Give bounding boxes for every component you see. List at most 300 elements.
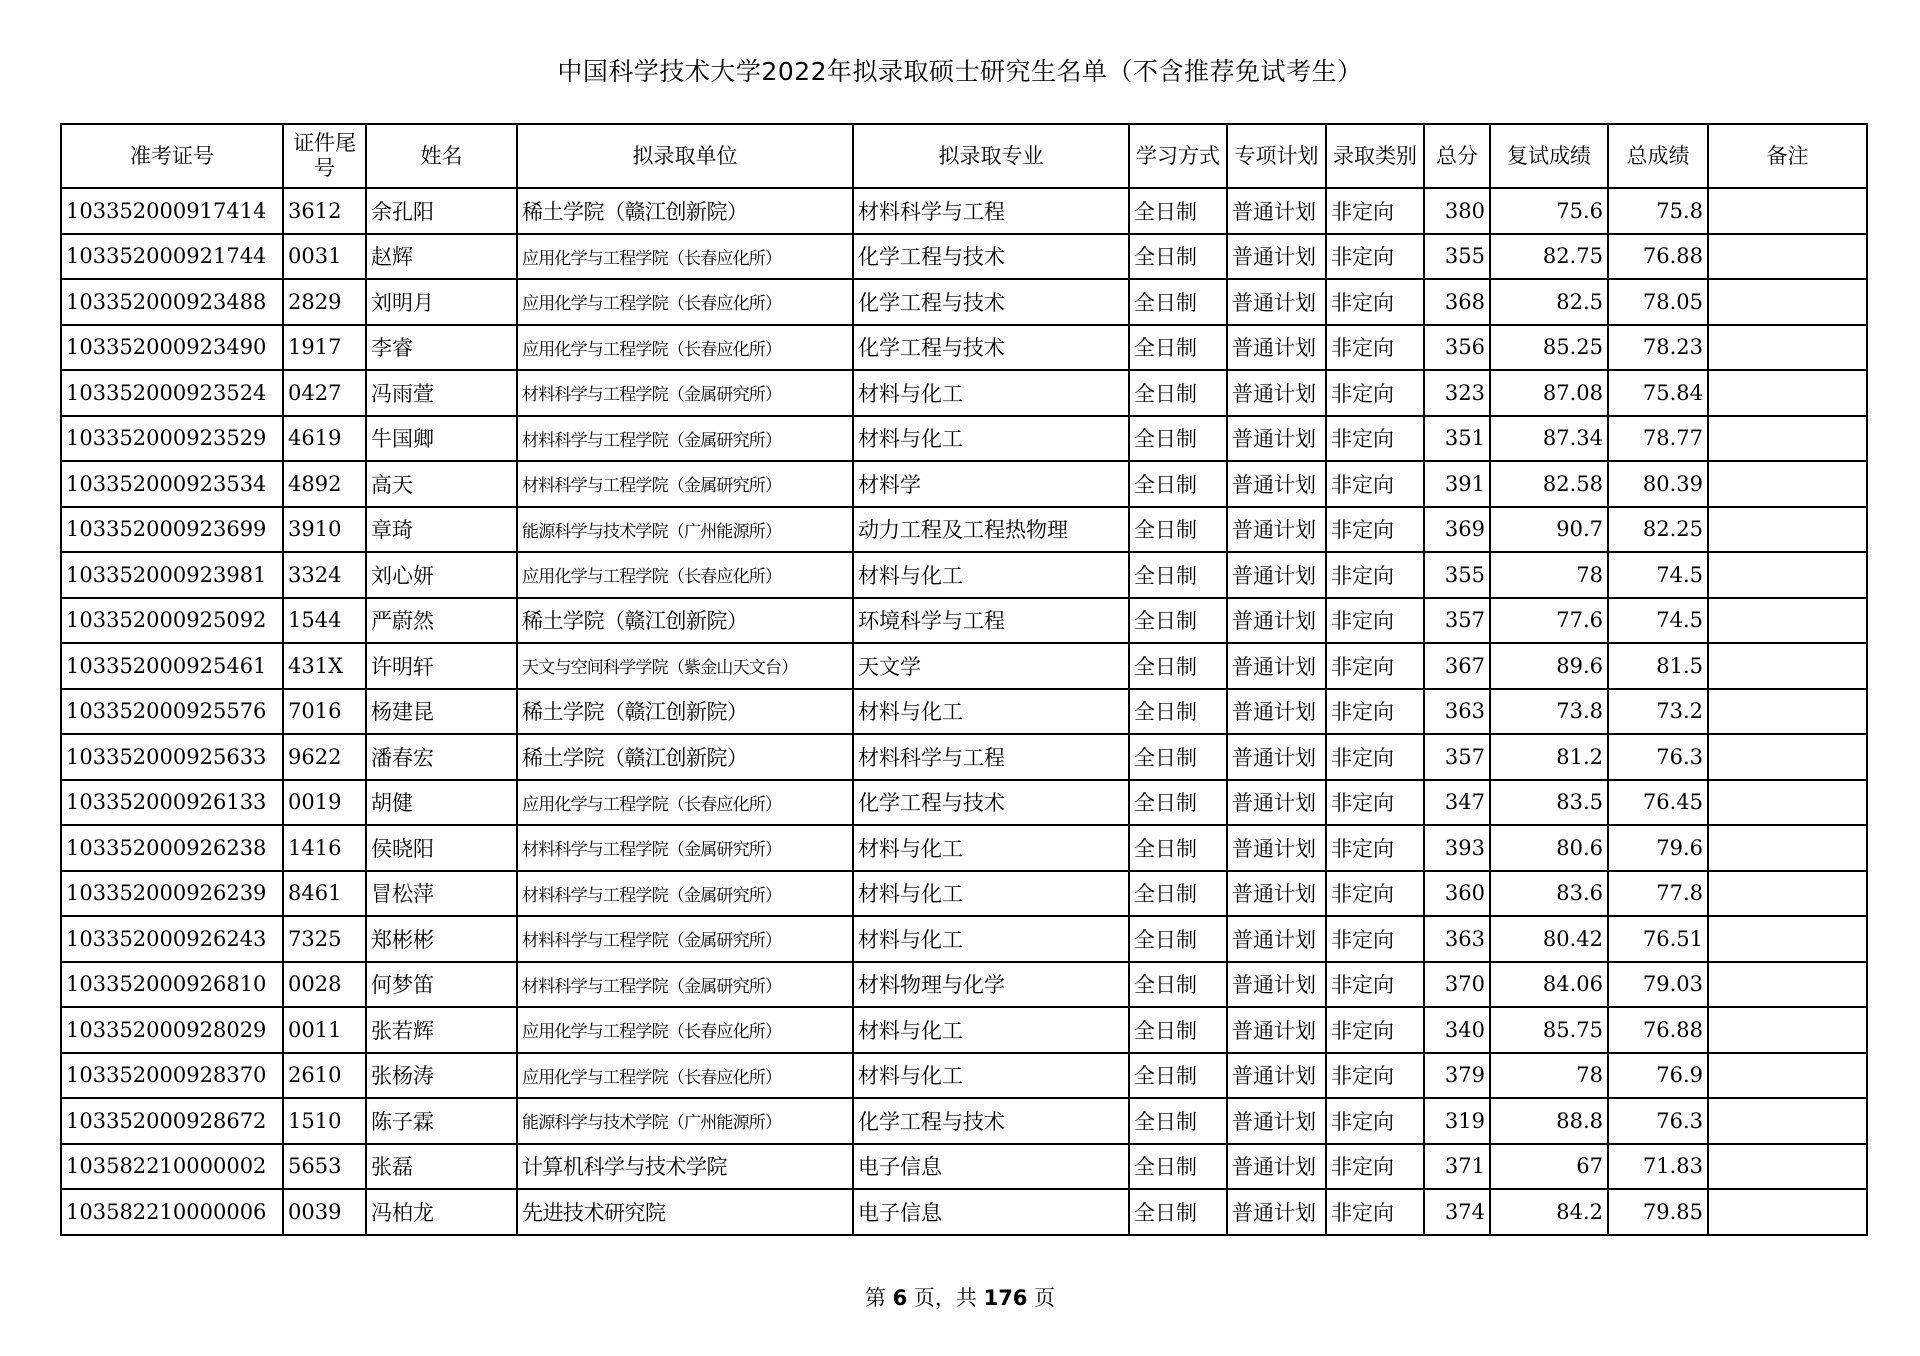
- cell-plan: 普通计划: [1227, 643, 1326, 689]
- cell-note: [1708, 461, 1867, 507]
- cell-retest: 75.6: [1490, 188, 1608, 234]
- cell-category: 非定向: [1326, 416, 1424, 462]
- cell-retest: 77.6: [1490, 598, 1608, 644]
- cell-total: 340: [1424, 1007, 1490, 1053]
- table-row: [61, 871, 1867, 917]
- cell-id-tail: 3612: [283, 188, 366, 234]
- cell-exam-id: 103352000923524: [61, 370, 283, 416]
- cell-plan: 普通计划: [1227, 1053, 1326, 1099]
- cell-total: 391: [1424, 461, 1490, 507]
- cell-total: 347: [1424, 780, 1490, 826]
- cell-plan: 普通计划: [1227, 689, 1326, 735]
- cell-category: 非定向: [1326, 1053, 1424, 1099]
- cell-total: 360: [1424, 871, 1490, 917]
- cell-mode: 全日制: [1129, 689, 1227, 735]
- cell-mode: 全日制: [1129, 643, 1227, 689]
- cell-unit: 应用化学与工程学院（长春应化所）: [517, 1007, 853, 1053]
- cell-retest: 87.34: [1490, 416, 1608, 462]
- cell-final: 76.88: [1608, 234, 1708, 280]
- cell-plan: 普通计划: [1227, 461, 1326, 507]
- cell-final: 82.25: [1608, 507, 1708, 553]
- cell-category: 非定向: [1326, 643, 1424, 689]
- cell-mode: 全日制: [1129, 1007, 1227, 1053]
- cell-total: 371: [1424, 1144, 1490, 1190]
- cell-id-tail: 5653: [283, 1144, 366, 1190]
- cell-exam-id: 103352000917414: [61, 188, 283, 234]
- cell-final: 79.6: [1608, 825, 1708, 871]
- cell-total: 367: [1424, 643, 1490, 689]
- cell-mode: 全日制: [1129, 234, 1227, 280]
- cell-plan: 普通计划: [1227, 1098, 1326, 1144]
- cell-id-tail: 0011: [283, 1007, 366, 1053]
- cell-category: 非定向: [1326, 689, 1424, 735]
- cell-category: 非定向: [1326, 1098, 1424, 1144]
- table-row: [61, 916, 1867, 962]
- cell-category: 非定向: [1326, 1189, 1424, 1235]
- cell-unit: 材料科学与工程学院（金属研究所）: [517, 370, 853, 416]
- cell-name: 刘明月: [366, 279, 517, 325]
- table-row: [61, 1144, 1867, 1190]
- cell-plan: 普通计划: [1227, 370, 1326, 416]
- cell-name: 杨建昆: [366, 689, 517, 735]
- cell-note: [1708, 370, 1867, 416]
- cell-plan: 普通计划: [1227, 825, 1326, 871]
- cell-total: 363: [1424, 689, 1490, 735]
- cell-name: 郑彬彬: [366, 916, 517, 962]
- cell-major: 材料与化工: [853, 416, 1129, 462]
- header-note: 备注: [1708, 124, 1867, 188]
- cell-retest: 73.8: [1490, 689, 1608, 735]
- cell-id-tail: 7016: [283, 689, 366, 735]
- cell-retest: 89.6: [1490, 643, 1608, 689]
- cell-mode: 全日制: [1129, 325, 1227, 371]
- cell-retest: 83.6: [1490, 871, 1608, 917]
- cell-final: 71.83: [1608, 1144, 1708, 1190]
- cell-exam-id: 103352000925461: [61, 643, 283, 689]
- cell-final: 76.9: [1608, 1053, 1708, 1099]
- cell-retest: 81.2: [1490, 734, 1608, 780]
- cell-final: 76.45: [1608, 780, 1708, 826]
- cell-mode: 全日制: [1129, 780, 1227, 826]
- cell-unit: 材料科学与工程学院（金属研究所）: [517, 825, 853, 871]
- cell-note: [1708, 279, 1867, 325]
- footer-middle: 页，共: [913, 1286, 977, 1310]
- cell-major: 电子信息: [853, 1189, 1129, 1235]
- cell-note: [1708, 598, 1867, 644]
- cell-final: 73.2: [1608, 689, 1708, 735]
- cell-major: 天文学: [853, 643, 1129, 689]
- cell-total: 357: [1424, 598, 1490, 644]
- cell-exam-id: 103352000926239: [61, 871, 283, 917]
- cell-total: 369: [1424, 507, 1490, 553]
- table-row: [61, 507, 1867, 553]
- cell-id-tail: 431X: [283, 643, 366, 689]
- cell-note: [1708, 1007, 1867, 1053]
- cell-category: 非定向: [1326, 598, 1424, 644]
- cell-id-tail: 4619: [283, 416, 366, 462]
- cell-exam-id: 103352000923488: [61, 279, 283, 325]
- cell-id-tail: 0019: [283, 780, 366, 826]
- cell-id-tail: 0427: [283, 370, 366, 416]
- cell-category: 非定向: [1326, 188, 1424, 234]
- cell-name: 胡健: [366, 780, 517, 826]
- cell-retest: 80.42: [1490, 916, 1608, 962]
- cell-plan: 普通计划: [1227, 552, 1326, 598]
- cell-unit: 材料科学与工程学院（金属研究所）: [517, 871, 853, 917]
- cell-category: 非定向: [1326, 325, 1424, 371]
- cell-total: 351: [1424, 416, 1490, 462]
- cell-mode: 全日制: [1129, 962, 1227, 1008]
- cell-total: 368: [1424, 279, 1490, 325]
- cell-note: [1708, 416, 1867, 462]
- header-major: 拟录取专业: [853, 124, 1129, 188]
- cell-exam-id: 103352000923981: [61, 552, 283, 598]
- cell-final: 76.3: [1608, 734, 1708, 780]
- header-retest: 复试成绩: [1490, 124, 1608, 188]
- cell-unit: 计算机科学与技术学院: [517, 1144, 853, 1190]
- cell-mode: 全日制: [1129, 916, 1227, 962]
- header-name: 姓名: [366, 124, 517, 188]
- table-row: [61, 1053, 1867, 1099]
- cell-unit: 应用化学与工程学院（长春应化所）: [517, 1053, 853, 1099]
- table-row: [61, 825, 1867, 871]
- cell-plan: 普通计划: [1227, 780, 1326, 826]
- cell-exam-id: 103352000925092: [61, 598, 283, 644]
- cell-major: 化学工程与技术: [853, 234, 1129, 280]
- cell-category: 非定向: [1326, 279, 1424, 325]
- cell-plan: 普通计划: [1227, 1189, 1326, 1235]
- cell-note: [1708, 871, 1867, 917]
- cell-major: 化学工程与技术: [853, 279, 1129, 325]
- cell-name: 高天: [366, 461, 517, 507]
- cell-id-tail: 3910: [283, 507, 366, 553]
- cell-mode: 全日制: [1129, 188, 1227, 234]
- cell-major: 材料物理与化学: [853, 962, 1129, 1008]
- cell-unit: 应用化学与工程学院（长春应化所）: [517, 552, 853, 598]
- table-row: [61, 1098, 1867, 1144]
- cell-retest: 85.25: [1490, 325, 1608, 371]
- cell-major: 环境科学与工程: [853, 598, 1129, 644]
- cell-unit: 稀土学院（赣江创新院）: [517, 689, 853, 735]
- cell-retest: 87.08: [1490, 370, 1608, 416]
- cell-name: 冒松萍: [366, 871, 517, 917]
- cell-final: 76.88: [1608, 1007, 1708, 1053]
- cell-unit: 稀土学院（赣江创新院）: [517, 598, 853, 644]
- cell-mode: 全日制: [1129, 598, 1227, 644]
- cell-id-tail: 1917: [283, 325, 366, 371]
- cell-exam-id: 103352000926243: [61, 916, 283, 962]
- cell-name: 李睿: [366, 325, 517, 371]
- cell-id-tail: 0039: [283, 1189, 366, 1235]
- cell-final: 79.03: [1608, 962, 1708, 1008]
- cell-major: 材料与化工: [853, 552, 1129, 598]
- cell-id-tail: 8461: [283, 871, 366, 917]
- cell-name: 何梦笛: [366, 962, 517, 1008]
- cell-name: 赵辉: [366, 234, 517, 280]
- cell-category: 非定向: [1326, 734, 1424, 780]
- cell-name: 陈子霖: [366, 1098, 517, 1144]
- cell-major: 化学工程与技术: [853, 1098, 1129, 1144]
- cell-category: 非定向: [1326, 780, 1424, 826]
- table-row: [61, 780, 1867, 826]
- page-title: 中国科学技术大学2022年拟录取硕士研究生名单（不含推荐免试考生）: [557, 57, 1363, 86]
- cell-final: 75.8: [1608, 188, 1708, 234]
- cell-category: 非定向: [1326, 234, 1424, 280]
- cell-id-tail: 1416: [283, 825, 366, 871]
- cell-plan: 普通计划: [1227, 507, 1326, 553]
- cell-total: 374: [1424, 1189, 1490, 1235]
- cell-retest: 90.7: [1490, 507, 1608, 553]
- cell-major: 材料科学与工程: [853, 188, 1129, 234]
- cell-name: 侯晓阳: [366, 825, 517, 871]
- cell-exam-id: 103582210000006: [61, 1189, 283, 1235]
- header-total: 总分: [1424, 124, 1490, 188]
- cell-exam-id: 103352000925576: [61, 689, 283, 735]
- cell-plan: 普通计划: [1227, 962, 1326, 1008]
- cell-retest: 84.2: [1490, 1189, 1608, 1235]
- header-id-tail: 证件尾号: [283, 124, 366, 188]
- cell-plan: 普通计划: [1227, 916, 1326, 962]
- cell-mode: 全日制: [1129, 416, 1227, 462]
- cell-mode: 全日制: [1129, 552, 1227, 598]
- cell-major: 材料与化工: [853, 370, 1129, 416]
- cell-unit: 材料科学与工程学院（金属研究所）: [517, 916, 853, 962]
- cell-retest: 88.8: [1490, 1098, 1608, 1144]
- table-row: [61, 689, 1867, 735]
- cell-note: [1708, 1144, 1867, 1190]
- cell-unit: 先进技术研究院: [517, 1189, 853, 1235]
- cell-category: 非定向: [1326, 552, 1424, 598]
- cell-major: 材料科学与工程: [853, 734, 1129, 780]
- cell-category: 非定向: [1326, 507, 1424, 553]
- cell-plan: 普通计划: [1227, 416, 1326, 462]
- footer-page-number: 6: [892, 1286, 908, 1310]
- cell-id-tail: 1510: [283, 1098, 366, 1144]
- cell-unit: 能源科学与技术学院（广州能源所）: [517, 1098, 853, 1144]
- cell-final: 74.5: [1608, 552, 1708, 598]
- cell-name: 章琦: [366, 507, 517, 553]
- cell-major: 材料学: [853, 461, 1129, 507]
- cell-unit: 应用化学与工程学院（长春应化所）: [517, 279, 853, 325]
- cell-id-tail: 2829: [283, 279, 366, 325]
- cell-total: 357: [1424, 734, 1490, 780]
- cell-total: 393: [1424, 825, 1490, 871]
- cell-major: 材料与化工: [853, 871, 1129, 917]
- cell-unit: 稀土学院（赣江创新院）: [517, 188, 853, 234]
- cell-mode: 全日制: [1129, 734, 1227, 780]
- cell-retest: 78: [1490, 1053, 1608, 1099]
- table-header-row: [61, 124, 1867, 188]
- table-row: [61, 1007, 1867, 1053]
- table-row: [61, 643, 1867, 689]
- cell-final: 78.23: [1608, 325, 1708, 371]
- cell-mode: 全日制: [1129, 461, 1227, 507]
- cell-id-tail: 0031: [283, 234, 366, 280]
- cell-name: 刘心妍: [366, 552, 517, 598]
- cell-plan: 普通计划: [1227, 188, 1326, 234]
- cell-mode: 全日制: [1129, 1098, 1227, 1144]
- cell-category: 非定向: [1326, 871, 1424, 917]
- cell-retest: 85.75: [1490, 1007, 1608, 1053]
- cell-plan: 普通计划: [1227, 1144, 1326, 1190]
- cell-exam-id: 103352000928370: [61, 1053, 283, 1099]
- cell-unit: 能源科学与技术学院（广州能源所）: [517, 507, 853, 553]
- cell-mode: 全日制: [1129, 825, 1227, 871]
- cell-mode: 全日制: [1129, 871, 1227, 917]
- cell-id-tail: 1544: [283, 598, 366, 644]
- cell-total: 355: [1424, 552, 1490, 598]
- table-row: [61, 598, 1867, 644]
- cell-exam-id: 103352000928029: [61, 1007, 283, 1053]
- cell-unit: 天文与空间科学学院（紫金山天文台）: [517, 643, 853, 689]
- cell-exam-id: 103352000923534: [61, 461, 283, 507]
- cell-note: [1708, 962, 1867, 1008]
- cell-id-tail: 4892: [283, 461, 366, 507]
- cell-major: 材料与化工: [853, 1007, 1129, 1053]
- cell-retest: 78: [1490, 552, 1608, 598]
- cell-total: 370: [1424, 962, 1490, 1008]
- cell-note: [1708, 234, 1867, 280]
- cell-unit: 材料科学与工程学院（金属研究所）: [517, 416, 853, 462]
- cell-total: 363: [1424, 916, 1490, 962]
- cell-retest: 80.6: [1490, 825, 1608, 871]
- cell-id-tail: 2610: [283, 1053, 366, 1099]
- table-row: [61, 461, 1867, 507]
- cell-total: 319: [1424, 1098, 1490, 1144]
- cell-exam-id: 103352000921744: [61, 234, 283, 280]
- cell-retest: 84.06: [1490, 962, 1608, 1008]
- header-unit: 拟录取单位: [517, 124, 853, 188]
- cell-name: 牛国卿: [366, 416, 517, 462]
- cell-category: 非定向: [1326, 461, 1424, 507]
- cell-mode: 全日制: [1129, 1189, 1227, 1235]
- table-row: [61, 552, 1867, 598]
- cell-unit: 应用化学与工程学院（长春应化所）: [517, 325, 853, 371]
- cell-major: 化学工程与技术: [853, 780, 1129, 826]
- cell-mode: 全日制: [1129, 1144, 1227, 1190]
- table-row: [61, 188, 1867, 234]
- cell-exam-id: 103352000923699: [61, 507, 283, 553]
- table-row: [61, 734, 1867, 780]
- cell-final: 81.5: [1608, 643, 1708, 689]
- table-body: [61, 188, 1867, 1235]
- cell-note: [1708, 1053, 1867, 1099]
- cell-total: 355: [1424, 234, 1490, 280]
- cell-plan: 普通计划: [1227, 325, 1326, 371]
- cell-note: [1708, 552, 1867, 598]
- cell-total: 379: [1424, 1053, 1490, 1099]
- cell-name: 潘春宏: [366, 734, 517, 780]
- cell-category: 非定向: [1326, 962, 1424, 1008]
- cell-mode: 全日制: [1129, 279, 1227, 325]
- table-row: [61, 279, 1867, 325]
- header-plan: 专项计划: [1227, 124, 1326, 188]
- header-exam-id: 准考证号: [61, 124, 283, 188]
- cell-final: 76.51: [1608, 916, 1708, 962]
- cell-note: [1708, 507, 1867, 553]
- cell-note: [1708, 1098, 1867, 1144]
- cell-note: [1708, 1189, 1867, 1235]
- cell-exam-id: 103352000923490: [61, 325, 283, 371]
- cell-exam-id: 103582210000002: [61, 1144, 283, 1190]
- cell-final: 79.85: [1608, 1189, 1708, 1235]
- page-footer: [0, 1282, 1920, 1312]
- cell-total: 356: [1424, 325, 1490, 371]
- cell-plan: 普通计划: [1227, 598, 1326, 644]
- cell-exam-id: 103352000926238: [61, 825, 283, 871]
- cell-plan: 普通计划: [1227, 734, 1326, 780]
- cell-id-tail: 7325: [283, 916, 366, 962]
- cell-id-tail: 3324: [283, 552, 366, 598]
- cell-total: 380: [1424, 188, 1490, 234]
- cell-unit: 应用化学与工程学院（长春应化所）: [517, 780, 853, 826]
- cell-category: 非定向: [1326, 1007, 1424, 1053]
- admission-table: [60, 123, 1868, 1236]
- cell-exam-id: 103352000926810: [61, 962, 283, 1008]
- cell-category: 非定向: [1326, 916, 1424, 962]
- cell-name: 许明轩: [366, 643, 517, 689]
- cell-unit: 应用化学与工程学院（长春应化所）: [517, 234, 853, 280]
- cell-major: 电子信息: [853, 1144, 1129, 1190]
- cell-name: 张磊: [366, 1144, 517, 1190]
- cell-unit: 材料科学与工程学院（金属研究所）: [517, 962, 853, 1008]
- cell-exam-id: 103352000926133: [61, 780, 283, 826]
- cell-mode: 全日制: [1129, 1053, 1227, 1099]
- cell-major: 材料与化工: [853, 825, 1129, 871]
- cell-retest: 82.75: [1490, 234, 1608, 280]
- cell-category: 非定向: [1326, 370, 1424, 416]
- cell-unit: 材料科学与工程学院（金属研究所）: [517, 461, 853, 507]
- cell-retest: 67: [1490, 1144, 1608, 1190]
- cell-name: 冯雨萱: [366, 370, 517, 416]
- cell-total: 323: [1424, 370, 1490, 416]
- table-row: [61, 1189, 1867, 1235]
- cell-id-tail: 0028: [283, 962, 366, 1008]
- cell-category: 非定向: [1326, 825, 1424, 871]
- cell-id-tail: 9622: [283, 734, 366, 780]
- cell-unit: 稀土学院（赣江创新院）: [517, 734, 853, 780]
- footer-total-pages: 176: [983, 1286, 1028, 1310]
- cell-name: 冯柏龙: [366, 1189, 517, 1235]
- cell-major: 材料与化工: [853, 1053, 1129, 1099]
- cell-note: [1708, 780, 1867, 826]
- header-mode: 学习方式: [1129, 124, 1227, 188]
- cell-retest: 83.5: [1490, 780, 1608, 826]
- cell-plan: 普通计划: [1227, 1007, 1326, 1053]
- cell-note: [1708, 689, 1867, 735]
- cell-retest: 82.58: [1490, 461, 1608, 507]
- cell-final: 77.8: [1608, 871, 1708, 917]
- table-row: [61, 370, 1867, 416]
- cell-plan: 普通计划: [1227, 279, 1326, 325]
- cell-note: [1708, 643, 1867, 689]
- cell-note: [1708, 325, 1867, 371]
- cell-name: 张若辉: [366, 1007, 517, 1053]
- cell-final: 78.05: [1608, 279, 1708, 325]
- cell-note: [1708, 734, 1867, 780]
- cell-final: 76.3: [1608, 1098, 1708, 1144]
- table-row: [61, 962, 1867, 1008]
- cell-name: 余孔阳: [366, 188, 517, 234]
- cell-note: [1708, 825, 1867, 871]
- footer-prefix: 第: [864, 1286, 886, 1310]
- cell-name: 严蔚然: [366, 598, 517, 644]
- cell-name: 张杨涛: [366, 1053, 517, 1099]
- cell-mode: 全日制: [1129, 507, 1227, 553]
- cell-mode: 全日制: [1129, 370, 1227, 416]
- cell-major: 材料与化工: [853, 689, 1129, 735]
- footer-suffix: 页: [1034, 1286, 1056, 1310]
